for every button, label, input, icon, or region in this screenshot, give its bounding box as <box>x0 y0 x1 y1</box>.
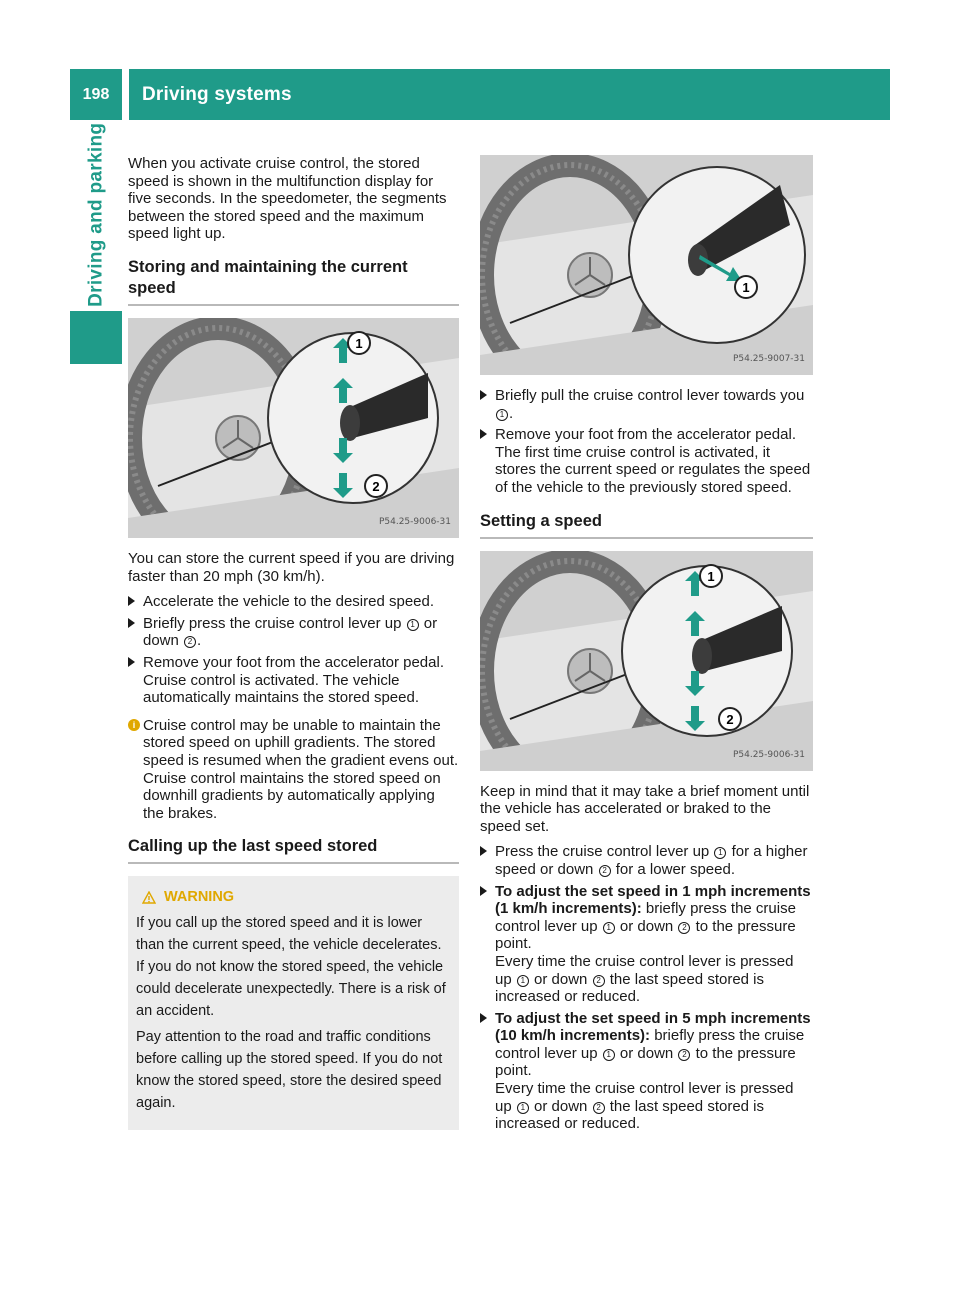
step-arrow-icon <box>480 390 487 400</box>
section-title-storing: Storing and maintaining the current speed <box>128 257 459 306</box>
warning-paragraph: If you call up the stored speed and it is lower than the current speed, the vehicle decelerates. If you do not know the stored speed, the vehicle could decelerate unexpectedly. There is a risk of an accident. <box>136 915 446 1020</box>
list-item: To adjust the set speed in 1 mph increments (1 km/h increments): briefly press the cruise control lever up 1 or down 2 to the pressure point. Every time the cruise control lever is pressed up 1 or down 2 the last speed stored is increased or reduced. <box>480 883 813 1006</box>
info-icon: i <box>128 719 140 731</box>
list-item: Briefly press the cruise control lever up 1 or down 2 . <box>128 615 459 650</box>
figure-steering-lever-up-down <box>128 318 459 538</box>
figure-steering-lever-pull <box>480 155 813 375</box>
steering-wheel-illustration <box>480 551 813 771</box>
step-arrow-icon <box>480 846 487 856</box>
warning-box <box>128 876 459 1130</box>
callout-1: 1 <box>355 335 363 351</box>
callout-2: 2 <box>599 865 611 877</box>
side-tab-marker <box>70 311 122 364</box>
callout-1: 1 <box>517 1102 529 1114</box>
callout-1: 1 <box>407 619 419 631</box>
list-item: Press the cruise control lever up 1 for a higher speed or down 2 for a lower speed. <box>480 843 813 878</box>
list-item: Remove your foot from the accelerator pedal. Cruise control is activated. The vehicle automatically maintains the stored speed. <box>128 654 459 707</box>
steering-wheel-illustration <box>128 318 459 538</box>
callout-1: 1 <box>707 568 715 584</box>
step-arrow-icon <box>128 596 135 606</box>
list-item: Remove your foot from the accelerator pedal. The first time cruise control is activated, it stores the current speed or regulates the speed of the vehicle to the previously stored speed. <box>480 426 813 496</box>
callout-1: 1 <box>496 409 508 421</box>
steering-wheel-illustration <box>480 155 813 375</box>
step-arrow-icon <box>480 1013 487 1023</box>
list-item: Briefly pull the cruise control lever towards you 1 . <box>480 387 813 422</box>
right-column <box>480 155 813 1141</box>
step-arrow-icon <box>128 618 135 628</box>
side-tab-label: Driving and parking <box>85 122 107 308</box>
callout-2: 2 <box>593 975 605 987</box>
step-arrow-icon <box>480 429 487 439</box>
callout-1: 1 <box>603 922 615 934</box>
figure-id: P54.25-9006-31 <box>732 749 805 760</box>
step-arrow-icon <box>128 657 135 667</box>
step-arrow-icon <box>480 886 487 896</box>
list-item: Accelerate the vehicle to the desired speed. <box>128 593 459 611</box>
page-number: 198 <box>70 69 122 120</box>
callout-1: 1 <box>742 280 750 295</box>
info-note: i Cruise control may be unable to maintain the stored speed on uphill gradients. The stored speed is resumed when the gradient evens out. Cruise control maintains the stored speed on downhill gradients by automatically applying the brakes. <box>128 717 459 823</box>
callout-2: 2 <box>593 1102 605 1114</box>
page-title: Driving systems <box>129 69 890 120</box>
intro-paragraph: When you activate cruise control, the stored speed is shown in the multifunction display for five seconds. In the speedometer, the segments between the stored speed and the maximum speed light up. <box>128 155 447 243</box>
figure-id: P54.25-9006-31 <box>378 517 451 528</box>
callout-2: 2 <box>726 711 734 727</box>
storing-paragraph: You can store the current speed if you are driving faster than 20 mph (30 km/h). <box>128 549 455 585</box>
section-title-setting: Setting a speed <box>480 511 813 539</box>
storing-steps <box>128 593 459 707</box>
callout-2: 2 <box>678 922 690 934</box>
section-title-calling: Calling up the last speed stored <box>128 836 459 864</box>
left-column <box>128 155 459 1130</box>
warning-triangle-icon <box>142 891 156 904</box>
warning-header: WARNING <box>136 886 451 908</box>
callout-2: 2 <box>184 636 196 648</box>
callout-2: 2 <box>678 1049 690 1061</box>
activation-steps <box>480 387 813 497</box>
setting-steps <box>480 843 813 1133</box>
setting-paragraph: Keep in mind that it may take a brief moment until the vehicle has accelerated or braked to the speed set. <box>480 782 810 835</box>
callout-1: 1 <box>714 847 726 859</box>
figure-steering-lever-set <box>480 551 813 771</box>
figure-id: P54.25-9007-31 <box>732 354 805 365</box>
callout-1: 1 <box>517 975 529 987</box>
list-item: To adjust the set speed in 5 mph increments (10 km/h increments): briefly press the cruise control lever up 1 or down 2 to the pressure point. Every time the cruise control lever is pressed up 1 or down 2 the last speed stored is increased or reduced. <box>480 1010 813 1133</box>
warning-paragraph: Pay attention to the road and traffic conditions before calling up the stored speed. If you do not know the stored speed, store the desired speed again. <box>136 1029 443 1112</box>
callout-2: 2 <box>372 478 380 494</box>
callout-1: 1 <box>603 1049 615 1061</box>
